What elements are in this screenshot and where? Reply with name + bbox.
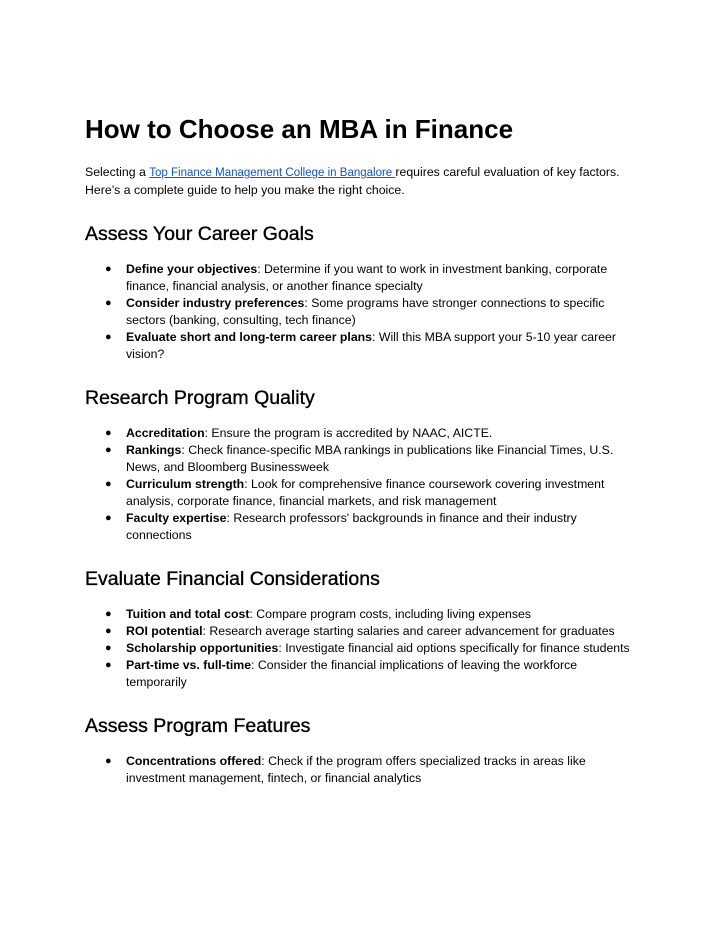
section-heading-career-goals: Assess Your Career Goals	[85, 223, 314, 245]
list-item	[85, 606, 641, 623]
item-term: Evaluate short and long-term career plans	[126, 330, 373, 344]
item-desc: : Consider the financial implications of leaving the workforce temporarily	[126, 658, 578, 689]
item-desc: : Check if the program offers specialized tracks in areas like investment management, fintech, or financial analytics	[126, 754, 586, 785]
item-term: Faculty expertise	[126, 511, 227, 525]
item-term: ROI potential	[126, 624, 203, 638]
section-heading-financial-considerations: Evaluate Financial Considerations	[85, 568, 380, 590]
list-item	[85, 261, 641, 295]
item-term: Part-time vs. full-time	[126, 658, 252, 672]
list-item	[85, 329, 641, 363]
item-term: Tuition and total cost	[126, 607, 250, 621]
item-desc: : Research professors' backgrounds in finance and their industry connections	[126, 511, 577, 542]
bullet-list-career-goals	[85, 261, 641, 363]
bullet-icon: ●	[105, 263, 112, 275]
item-term: Concentrations offered	[126, 754, 262, 768]
list-item	[85, 623, 641, 640]
item-desc: : Investigate financial aid options specifically for finance students	[278, 641, 630, 655]
item-term: Accreditation	[126, 426, 205, 440]
document-content	[85, 112, 641, 787]
page-title: How to Choose an MBA in Finance	[85, 114, 514, 144]
bullet-icon: ●	[105, 642, 112, 654]
college-link[interactable]: Top Finance Management College in Bangalore	[149, 167, 396, 179]
item-term: Curriculum strength	[126, 477, 245, 491]
bullet-icon: ●	[105, 512, 112, 524]
bullet-icon: ●	[105, 478, 112, 490]
bullet-icon: ●	[105, 608, 112, 620]
item-desc: : Determine if you want to work in investment banking, corporate finance, financial analysis, or another finance specialty	[126, 262, 608, 293]
list-item	[85, 640, 641, 657]
list-item	[85, 510, 641, 544]
item-desc: : Ensure the program is accredited by NAAC, AICTE.	[204, 426, 493, 440]
item-desc: : Research average starting salaries and career advancement for graduates	[202, 624, 615, 638]
item-term: Rankings	[126, 443, 182, 457]
item-desc: : Look for comprehensive finance coursework covering investment analysis, corporate finance, financial markets, and risk management	[126, 477, 605, 508]
section-heading-program-quality: Research Program Quality	[85, 387, 315, 409]
bullet-list-program-quality	[85, 425, 641, 544]
section-heading-program-features: Assess Program Features	[85, 715, 311, 737]
list-item	[85, 476, 641, 510]
bullet-icon: ●	[105, 625, 112, 637]
list-item	[85, 657, 641, 691]
item-desc: : Compare program costs, including living expenses	[249, 607, 532, 621]
list-item	[85, 425, 641, 442]
item-term: Consider industry preferences	[126, 296, 305, 310]
item-term: Define your objectives	[126, 262, 258, 276]
bullet-icon: ●	[105, 331, 112, 343]
list-item	[85, 295, 641, 329]
item-desc: : Will this MBA support your 5-10 year career vision?	[126, 330, 616, 361]
bullet-list-program-features	[85, 753, 641, 787]
list-item	[85, 753, 641, 787]
item-desc: : Check finance-specific MBA rankings in publications like Financial Times, U.S. News, and Bloomberg Businessweek	[126, 443, 614, 474]
intro-paragraph	[85, 164, 641, 199]
intro-text-before: Selecting a	[85, 165, 150, 179]
bullet-icon: ●	[105, 444, 112, 456]
bullet-icon: ●	[105, 297, 112, 309]
item-term: Scholarship opportunities	[126, 641, 279, 655]
item-desc: : Some programs have stronger connections to specific sectors (banking, consulting, tech finance)	[126, 296, 605, 327]
bullet-icon: ●	[105, 427, 112, 439]
bullet-list-financial-considerations	[85, 606, 641, 691]
bullet-icon: ●	[105, 755, 112, 767]
list-item	[85, 442, 641, 476]
bullet-icon: ●	[105, 659, 112, 671]
intro-text-after: requires careful evaluation of key factors. Here’s a complete guide to help you make the right choice.	[85, 165, 620, 197]
